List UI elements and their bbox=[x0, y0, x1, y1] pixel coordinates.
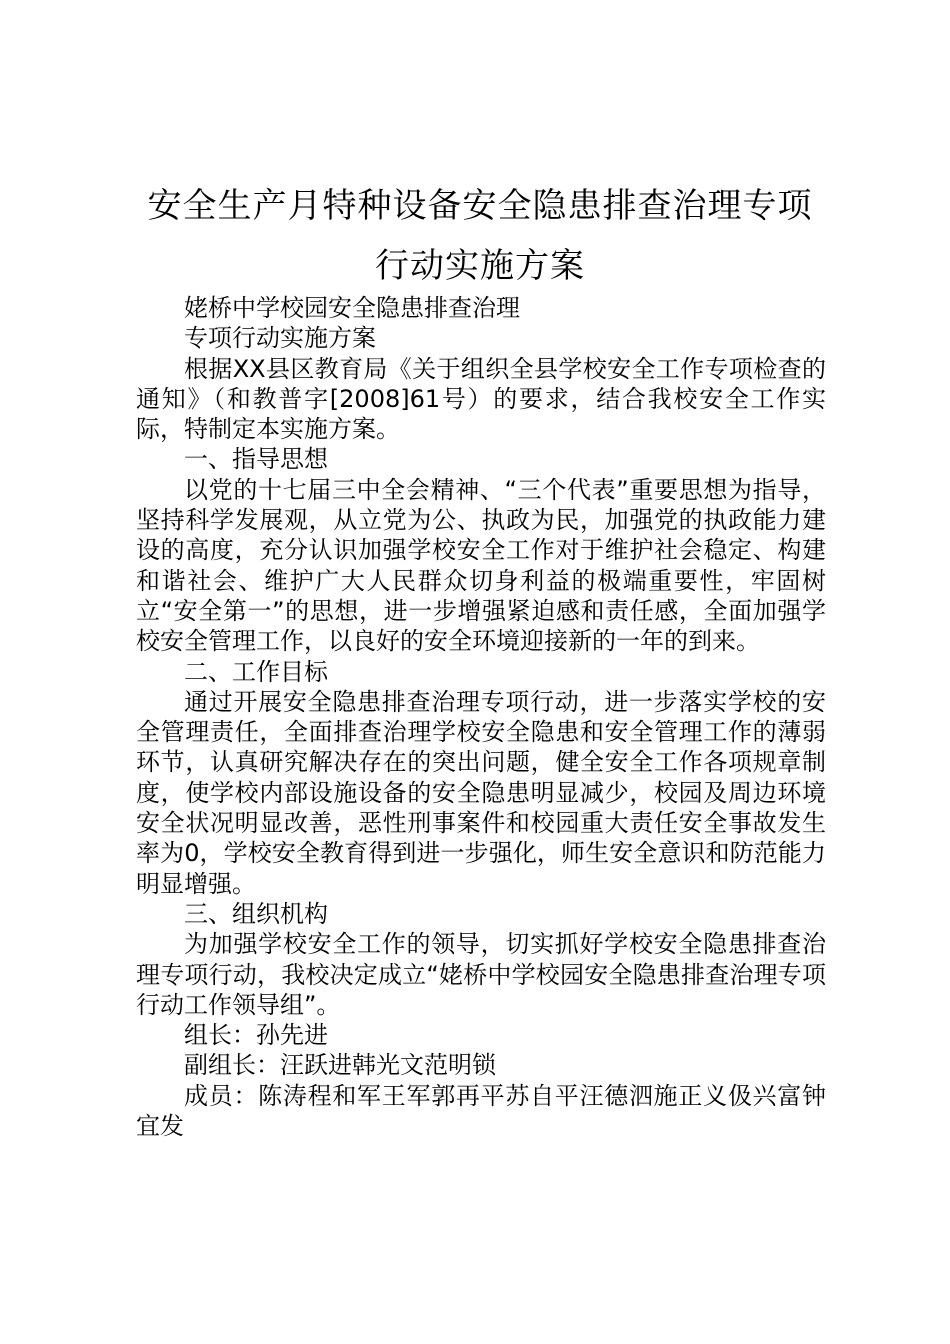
subtitle-school: 姥桥中学校园安全隐患排查治理 bbox=[184, 294, 520, 322]
document-title-line-1: 安全生产月特种设备安全隐患排查治理专项 bbox=[147, 186, 813, 226]
section-heading-work-goals: 二、工作目标 bbox=[184, 657, 328, 686]
deputy-group-leaders: 副组长：汪跃进韩光文范明锁 bbox=[184, 1051, 496, 1080]
document-title-line-2: 行动实施方案 bbox=[375, 246, 585, 286]
work-goals-paragraph: 通过开展安全隐患排查治理专项行动，进一步落实学校的安全管理责任，全面排查治理学校安全隐患和安全管理工作的薄弱环节，认真研究解决存在的突出问题，健全安全工作各项规章制度，使学校内部设施设备的安全隐患明显减少，校园及周边环境安全状况明显改善，恶性刑事案件和校园重大责任安全事故发生率为0，学校安全教育得到进一步强化，师生安全意识和防范能力明显增强。 bbox=[136, 687, 826, 898]
section-heading-guiding-thought: 一、指导思想 bbox=[184, 445, 328, 474]
section-heading-organization: 三、组织机构 bbox=[184, 899, 328, 928]
subtitle-plan: 专项行动实施方案 bbox=[184, 324, 376, 353]
document-body bbox=[136, 293, 826, 1141]
group-leader: 组长：孙先进 bbox=[184, 1021, 328, 1050]
group-members: 成员：陈涛程和军王军郭再平苏自平汪德泗施正义伋兴富钟宜发 bbox=[136, 1081, 826, 1141]
guiding-thought-paragraph: 以党的十七届三中全会精神、“三个代表”重要思想为指导，坚持科学发展观，从立党为公、执政为民，加强党的执政能力建设的高度，充分认识加强学校安全工作对于维护社会稳定、构建和谐社会、维护广大人民群众切身利益的极端重要性，牢固树立“安全第一”的思想，进一步增强紧迫感和责任感，全面加强学校安全管理工作，以良好的安全环境迎接新的一年的到来。 bbox=[136, 475, 826, 656]
intro-paragraph: 根据XX县区教育局《关于组织全县学校安全工作专项检查的通知》（和教普字[2008]61号）的要求，结合我校安全工作实际，特制定本实施方案。 bbox=[136, 354, 826, 444]
organization-paragraph: 为加强学校安全工作的领导，切实抓好学校安全隐患排查治理专项行动，我校决定成立“姥桥中学校园安全隐患排查治理专项行动工作领导组”。 bbox=[136, 930, 826, 1019]
